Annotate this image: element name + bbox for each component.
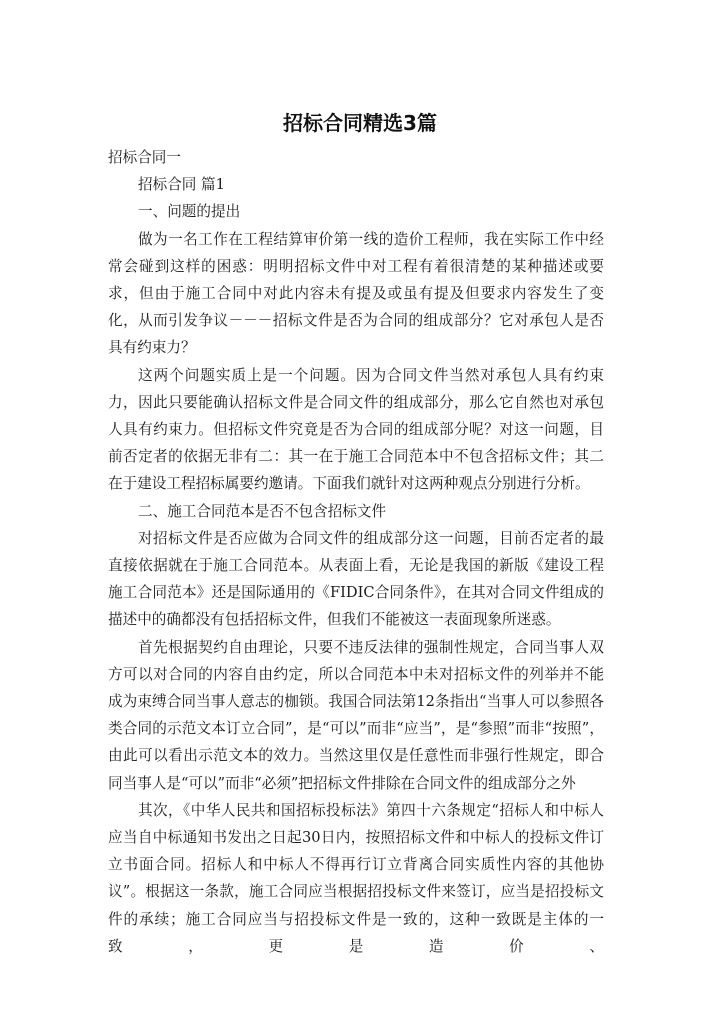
document-body [108, 144, 604, 960]
paragraph-freedom-of-contract: 首先根据契约自由理论，只要不违反法律的强制性规定，合同当事人双方可以对合同的内容自由约定，所以合同范本中未对招标文件的列举并不能成为束缚合同当事人意志的枷锁。我国合同法第12条指出“当事人可以参照各类合同的示范文本订立合同”，是“可以”而非“应当”，是“参照”而非“按照”，由此可以看出示范文本的效力。当然这里仅是任意性而非强行性规定，即合同当事人是“可以”而非“必须”把招标文件排除在合同文件的组成部分之外 [108, 638, 604, 792]
section-heading-contract-one: 招标合同一 [108, 149, 181, 166]
paragraph-problem-intro: 做为一名工作在工程结算审价第一线的造价工程师，我在实际工作中经常会碰到这样的困惑：明明招标文件中对工程有着很清楚的某种描述或要求，但由于施工合同中对此内容未有提及或虽有提及但要求内容发生了变化，从而引发争议－－－招标文件是否为合同的组成部分？它对承包人是否具有约束力？ [108, 230, 604, 357]
heading-contract-template: 二、施工合同范本是否不包含招标文件 [138, 502, 387, 520]
subsection-heading-article-1: 招标合同 篇1 [138, 176, 225, 194]
paragraph-template-basis: 对招标文件是否应做为合同文件的组成部分这一问题，目前否定者的最直接依据就在于施工合同范本。从表面上看，无论是我国的新版《建设工程施工合同范本》还是国际通用的《FIDIC合同条件》，在其对合同文件组成的描述中的确都没有包括招标文件，但我们不能被这一表面现象所迷惑。 [108, 529, 604, 629]
paragraph-bidding-law: 其次，《中华人民共和国招标投标法》第四十六条规定“招标人和中标人应当自中标通知书发出之日起30日内，按照招标文件和中标人的投标文件订立书面合同。招标人和中标人不得再行订立背离合同实质性内容的其他协议”。根据这一条款，施工合同应当根据招投标文件来签订，应当是招投标文件的承续；施工合同应当与招投标文件是一致的，这种一致既是主体的一致，更是造价、 [108, 801, 604, 955]
paragraph-problem-analysis: 这两个问题实质上是一个问题。因为合同文件当然对承包人具有约束力，因此只要能确认招标文件是合同文件的组成部分，那么它自然也对承包人具有约束力。但招标文件究竟是否为合同的组成部分呢？对这一问题，目前否定者的依据无非有二：其一在于施工合同范本中不包含招标文件；其二在于建设工程招标属要约邀请。下面我们就针对这两种观点分别进行分析。 [108, 366, 604, 493]
heading-problem-statement: 一、问题的提出 [138, 203, 241, 221]
document-title: 招标合同精选3篇 [283, 111, 437, 135]
